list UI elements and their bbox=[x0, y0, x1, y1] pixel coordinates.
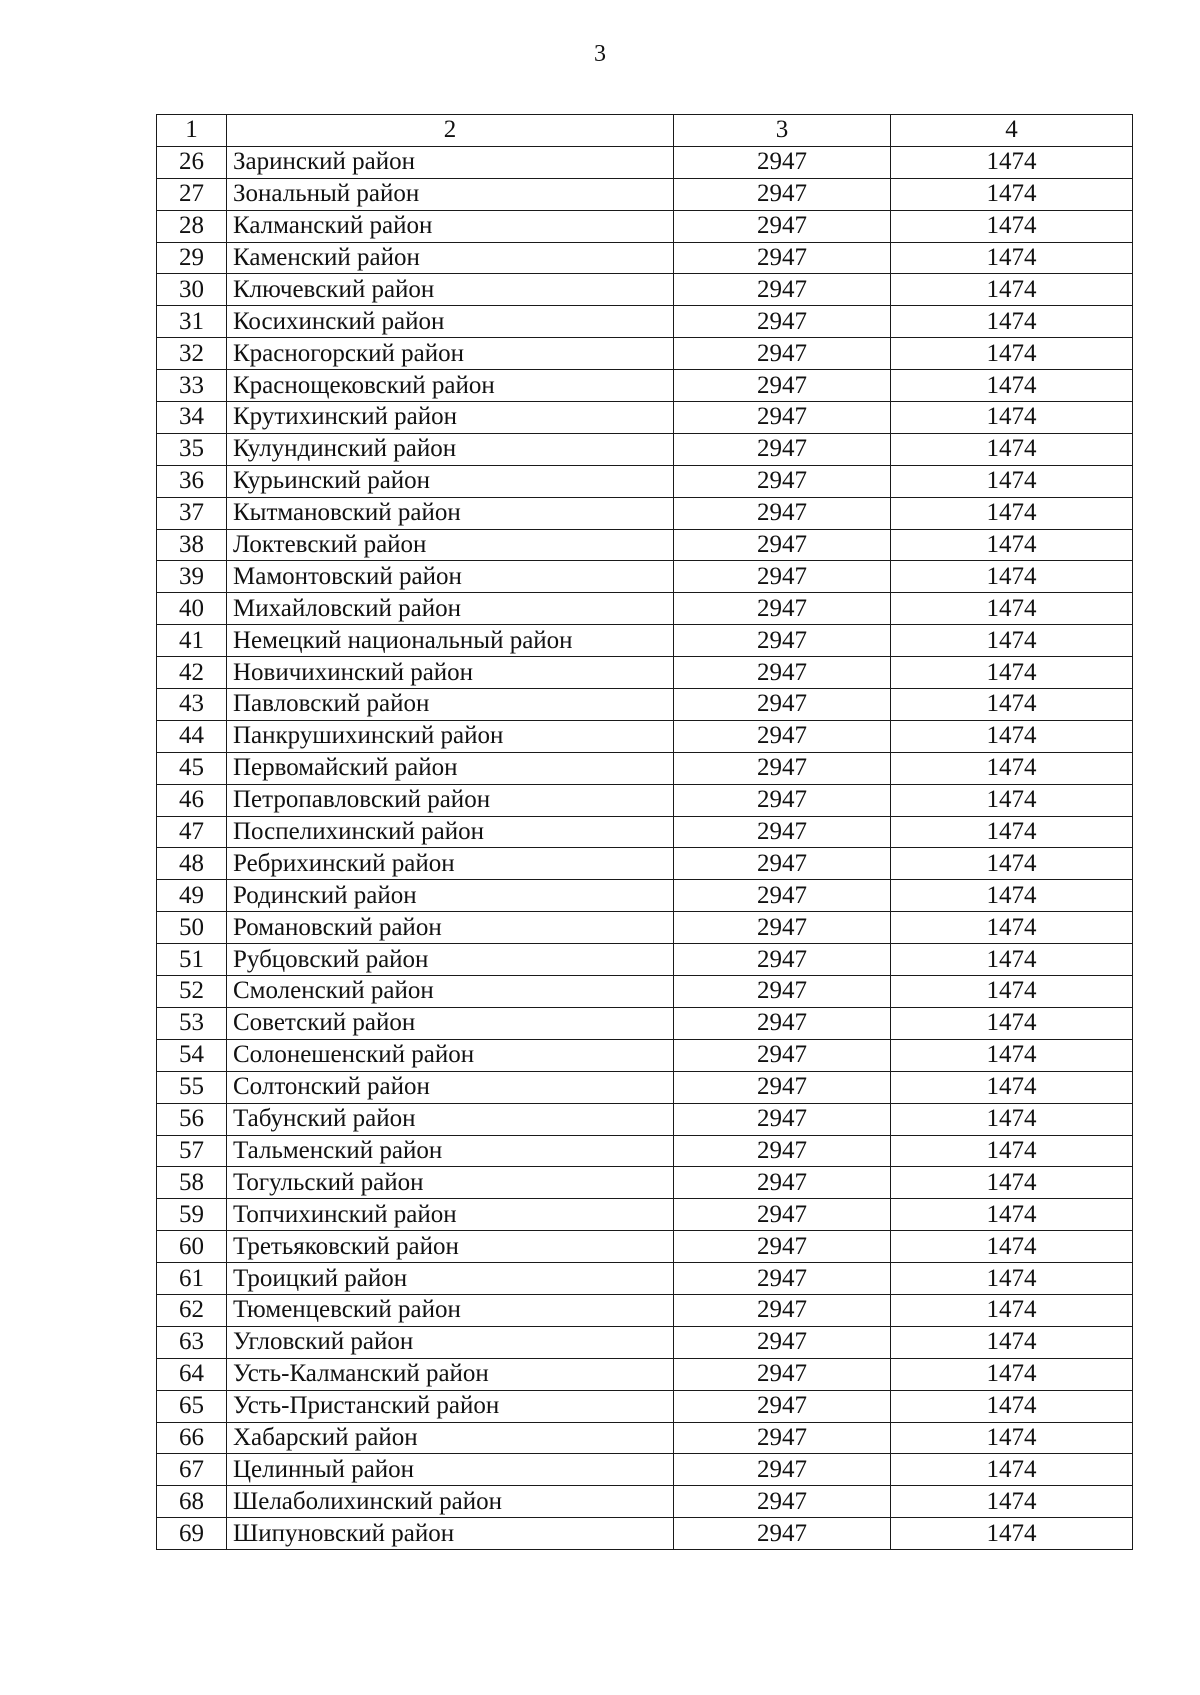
value-col-4-cell: 1474 bbox=[891, 752, 1133, 784]
table-row bbox=[157, 912, 1133, 944]
row-number-cell: 56 bbox=[157, 1103, 227, 1135]
row-number-cell: 62 bbox=[157, 1294, 227, 1326]
value-col-4-cell: 1474 bbox=[891, 146, 1133, 178]
value-col-3-cell: 2947 bbox=[674, 1167, 891, 1199]
row-number-cell: 29 bbox=[157, 242, 227, 274]
value-col-3-cell: 2947 bbox=[674, 593, 891, 625]
value-col-4-cell: 1474 bbox=[891, 497, 1133, 529]
value-col-3-cell: 2947 bbox=[674, 497, 891, 529]
value-col-3-cell: 2947 bbox=[674, 1135, 891, 1167]
district-name-cell: Зональный район bbox=[227, 178, 674, 210]
value-col-3-cell: 2947 bbox=[674, 720, 891, 752]
district-name-cell: Павловский район bbox=[227, 689, 674, 721]
value-col-3-cell: 2947 bbox=[674, 465, 891, 497]
value-col-3-cell: 2947 bbox=[674, 944, 891, 976]
value-col-3-cell: 2947 bbox=[674, 210, 891, 242]
value-col-3-cell: 2947 bbox=[674, 1518, 891, 1550]
district-name-cell: Каменский район bbox=[227, 242, 674, 274]
value-col-4-cell: 1474 bbox=[891, 306, 1133, 338]
row-number-cell: 54 bbox=[157, 1039, 227, 1071]
table-row bbox=[157, 1007, 1133, 1039]
district-name-cell: Заринский район bbox=[227, 146, 674, 178]
district-name-cell: Курьинский район bbox=[227, 465, 674, 497]
district-name-cell: Тогульский район bbox=[227, 1167, 674, 1199]
value-col-4-cell: 1474 bbox=[891, 370, 1133, 402]
value-col-3-cell: 2947 bbox=[674, 976, 891, 1008]
row-number-cell: 68 bbox=[157, 1486, 227, 1518]
value-col-4-cell: 1474 bbox=[891, 1231, 1133, 1263]
table-row bbox=[157, 210, 1133, 242]
district-name-cell: Третьяковский район bbox=[227, 1231, 674, 1263]
value-col-4-cell: 1474 bbox=[891, 593, 1133, 625]
row-number-cell: 49 bbox=[157, 880, 227, 912]
row-number-cell: 47 bbox=[157, 816, 227, 848]
value-col-3-cell: 2947 bbox=[674, 880, 891, 912]
district-table bbox=[156, 114, 1133, 1550]
value-col-4-cell: 1474 bbox=[891, 529, 1133, 561]
table-row bbox=[157, 338, 1133, 370]
value-col-3-cell: 2947 bbox=[674, 433, 891, 465]
value-col-3-cell: 2947 bbox=[674, 306, 891, 338]
row-number-cell: 41 bbox=[157, 625, 227, 657]
row-number-cell: 43 bbox=[157, 689, 227, 721]
value-col-3-cell: 2947 bbox=[674, 816, 891, 848]
row-number-cell: 32 bbox=[157, 338, 227, 370]
district-name-cell: Усть-Пристанский район bbox=[227, 1390, 674, 1422]
value-col-4-cell: 1474 bbox=[891, 1103, 1133, 1135]
district-name-cell: Первомайский район bbox=[227, 752, 674, 784]
table-row bbox=[157, 657, 1133, 689]
row-number-cell: 63 bbox=[157, 1326, 227, 1358]
value-col-4-cell: 1474 bbox=[891, 1263, 1133, 1295]
district-name-cell: Краснощековский район bbox=[227, 370, 674, 402]
district-name-cell: Усть-Калманский район bbox=[227, 1358, 674, 1390]
value-col-4-cell: 1474 bbox=[891, 816, 1133, 848]
table-row bbox=[157, 1486, 1133, 1518]
table-row bbox=[157, 370, 1133, 402]
district-name-cell: Поспелихинский район bbox=[227, 816, 674, 848]
value-col-4-cell: 1474 bbox=[891, 1039, 1133, 1071]
table-row bbox=[157, 752, 1133, 784]
value-col-4-cell: 1474 bbox=[891, 1422, 1133, 1454]
value-col-3-cell: 2947 bbox=[674, 146, 891, 178]
table-row bbox=[157, 816, 1133, 848]
value-col-4-cell: 1474 bbox=[891, 338, 1133, 370]
value-col-3-cell: 2947 bbox=[674, 370, 891, 402]
row-number-cell: 37 bbox=[157, 497, 227, 529]
table-row bbox=[157, 178, 1133, 210]
value-col-3-cell: 2947 bbox=[674, 1422, 891, 1454]
district-name-cell: Рубцовский район bbox=[227, 944, 674, 976]
value-col-3-cell: 2947 bbox=[674, 1103, 891, 1135]
value-col-3-cell: 2947 bbox=[674, 1263, 891, 1295]
table-row bbox=[157, 976, 1133, 1008]
row-number-cell: 51 bbox=[157, 944, 227, 976]
value-col-4-cell: 1474 bbox=[891, 880, 1133, 912]
value-col-3-cell: 2947 bbox=[674, 402, 891, 434]
row-number-cell: 67 bbox=[157, 1454, 227, 1486]
district-name-cell: Ключевский район bbox=[227, 274, 674, 306]
table-row bbox=[157, 1103, 1133, 1135]
value-col-4-cell: 1474 bbox=[891, 720, 1133, 752]
row-number-cell: 36 bbox=[157, 465, 227, 497]
header-col-4: 4 bbox=[891, 115, 1133, 147]
value-col-3-cell: 2947 bbox=[674, 1071, 891, 1103]
value-col-3-cell: 2947 bbox=[674, 338, 891, 370]
value-col-3-cell: 2947 bbox=[674, 912, 891, 944]
value-col-4-cell: 1474 bbox=[891, 1135, 1133, 1167]
district-name-cell: Шелаболихинский район bbox=[227, 1486, 674, 1518]
district-name-cell: Петропавловский район bbox=[227, 784, 674, 816]
row-number-cell: 57 bbox=[157, 1135, 227, 1167]
row-number-cell: 64 bbox=[157, 1358, 227, 1390]
table-row bbox=[157, 1039, 1133, 1071]
row-number-cell: 52 bbox=[157, 976, 227, 1008]
value-col-4-cell: 1474 bbox=[891, 1358, 1133, 1390]
row-number-cell: 39 bbox=[157, 561, 227, 593]
row-number-cell: 69 bbox=[157, 1518, 227, 1550]
district-name-cell: Панкрушихинский район bbox=[227, 720, 674, 752]
row-number-cell: 53 bbox=[157, 1007, 227, 1039]
table-row bbox=[157, 529, 1133, 561]
table-row bbox=[157, 1135, 1133, 1167]
district-name-cell: Родинский район bbox=[227, 880, 674, 912]
value-col-4-cell: 1474 bbox=[891, 274, 1133, 306]
row-number-cell: 35 bbox=[157, 433, 227, 465]
row-number-cell: 50 bbox=[157, 912, 227, 944]
value-col-4-cell: 1474 bbox=[891, 784, 1133, 816]
district-name-cell: Косихинский район bbox=[227, 306, 674, 338]
row-number-cell: 31 bbox=[157, 306, 227, 338]
row-number-cell: 45 bbox=[157, 752, 227, 784]
value-col-4-cell: 1474 bbox=[891, 1071, 1133, 1103]
value-col-3-cell: 2947 bbox=[674, 784, 891, 816]
table-row bbox=[157, 1358, 1133, 1390]
district-name-cell: Хабарский район bbox=[227, 1422, 674, 1454]
value-col-3-cell: 2947 bbox=[674, 1294, 891, 1326]
table-row bbox=[157, 880, 1133, 912]
row-number-cell: 48 bbox=[157, 848, 227, 880]
value-col-4-cell: 1474 bbox=[891, 1326, 1133, 1358]
value-col-4-cell: 1474 bbox=[891, 465, 1133, 497]
table-row bbox=[157, 1231, 1133, 1263]
value-col-3-cell: 2947 bbox=[674, 1199, 891, 1231]
value-col-3-cell: 2947 bbox=[674, 752, 891, 784]
district-name-cell: Тюменцевский район bbox=[227, 1294, 674, 1326]
value-col-3-cell: 2947 bbox=[674, 529, 891, 561]
district-name-cell: Ребрихинский район bbox=[227, 848, 674, 880]
district-name-cell: Шипуновский район bbox=[227, 1518, 674, 1550]
table-row bbox=[157, 944, 1133, 976]
district-name-cell: Немецкий национальный район bbox=[227, 625, 674, 657]
row-number-cell: 65 bbox=[157, 1390, 227, 1422]
value-col-4-cell: 1474 bbox=[891, 976, 1133, 1008]
value-col-3-cell: 2947 bbox=[674, 178, 891, 210]
row-number-cell: 66 bbox=[157, 1422, 227, 1454]
table-row bbox=[157, 1390, 1133, 1422]
district-name-cell: Целинный район bbox=[227, 1454, 674, 1486]
value-col-3-cell: 2947 bbox=[674, 1390, 891, 1422]
value-col-4-cell: 1474 bbox=[891, 912, 1133, 944]
table-row bbox=[157, 497, 1133, 529]
value-col-3-cell: 2947 bbox=[674, 242, 891, 274]
table-row bbox=[157, 1422, 1133, 1454]
row-number-cell: 28 bbox=[157, 210, 227, 242]
row-number-cell: 58 bbox=[157, 1167, 227, 1199]
district-name-cell: Мамонтовский район bbox=[227, 561, 674, 593]
value-col-3-cell: 2947 bbox=[674, 625, 891, 657]
value-col-3-cell: 2947 bbox=[674, 1007, 891, 1039]
table-body bbox=[157, 146, 1133, 1549]
table-header-row bbox=[157, 115, 1133, 147]
row-number-cell: 30 bbox=[157, 274, 227, 306]
row-number-cell: 42 bbox=[157, 657, 227, 689]
district-name-cell: Тальменский район bbox=[227, 1135, 674, 1167]
district-name-cell: Новичихинский район bbox=[227, 657, 674, 689]
value-col-4-cell: 1474 bbox=[891, 178, 1133, 210]
value-col-3-cell: 2947 bbox=[674, 1231, 891, 1263]
row-number-cell: 55 bbox=[157, 1071, 227, 1103]
table-row bbox=[157, 433, 1133, 465]
value-col-4-cell: 1474 bbox=[891, 689, 1133, 721]
district-name-cell: Кулундинский район bbox=[227, 433, 674, 465]
value-col-4-cell: 1474 bbox=[891, 561, 1133, 593]
district-name-cell: Михайловский район bbox=[227, 593, 674, 625]
table-row bbox=[157, 848, 1133, 880]
district-name-cell: Топчихинский район bbox=[227, 1199, 674, 1231]
district-name-cell: Солтонский район bbox=[227, 1071, 674, 1103]
district-name-cell: Советский район bbox=[227, 1007, 674, 1039]
value-col-4-cell: 1474 bbox=[891, 242, 1133, 274]
header-col-1: 1 bbox=[157, 115, 227, 147]
table-row bbox=[157, 465, 1133, 497]
value-col-4-cell: 1474 bbox=[891, 1518, 1133, 1550]
table-row bbox=[157, 402, 1133, 434]
row-number-cell: 27 bbox=[157, 178, 227, 210]
value-col-4-cell: 1474 bbox=[891, 1199, 1133, 1231]
value-col-3-cell: 2947 bbox=[674, 1358, 891, 1390]
district-name-cell: Кытмановский район bbox=[227, 497, 674, 529]
value-col-4-cell: 1474 bbox=[891, 944, 1133, 976]
table-row bbox=[157, 1263, 1133, 1295]
district-name-cell: Троицкий район bbox=[227, 1263, 674, 1295]
table-row bbox=[157, 689, 1133, 721]
value-col-4-cell: 1474 bbox=[891, 848, 1133, 880]
value-col-3-cell: 2947 bbox=[674, 657, 891, 689]
district-name-cell: Красногорский район bbox=[227, 338, 674, 370]
table-row bbox=[157, 306, 1133, 338]
value-col-3-cell: 2947 bbox=[674, 848, 891, 880]
table-row bbox=[157, 1071, 1133, 1103]
value-col-3-cell: 2947 bbox=[674, 1326, 891, 1358]
value-col-4-cell: 1474 bbox=[891, 1454, 1133, 1486]
table-row bbox=[157, 1199, 1133, 1231]
value-col-3-cell: 2947 bbox=[674, 1454, 891, 1486]
header-col-2: 2 bbox=[227, 115, 674, 147]
district-name-cell: Смоленский район bbox=[227, 976, 674, 1008]
value-col-4-cell: 1474 bbox=[891, 433, 1133, 465]
row-number-cell: 26 bbox=[157, 146, 227, 178]
district-name-cell: Локтевский район bbox=[227, 529, 674, 561]
table-row bbox=[157, 720, 1133, 752]
table-row bbox=[157, 1518, 1133, 1550]
value-col-4-cell: 1474 bbox=[891, 1390, 1133, 1422]
table-row bbox=[157, 1294, 1133, 1326]
district-name-cell: Угловский район bbox=[227, 1326, 674, 1358]
value-col-4-cell: 1474 bbox=[891, 402, 1133, 434]
value-col-4-cell: 1474 bbox=[891, 625, 1133, 657]
row-number-cell: 46 bbox=[157, 784, 227, 816]
row-number-cell: 44 bbox=[157, 720, 227, 752]
district-name-cell: Романовский район bbox=[227, 912, 674, 944]
district-name-cell: Табунский район bbox=[227, 1103, 674, 1135]
district-name-cell: Калманский район bbox=[227, 210, 674, 242]
value-col-4-cell: 1474 bbox=[891, 657, 1133, 689]
value-col-3-cell: 2947 bbox=[674, 274, 891, 306]
table-row bbox=[157, 1326, 1133, 1358]
row-number-cell: 60 bbox=[157, 1231, 227, 1263]
district-name-cell: Крутихинский район bbox=[227, 402, 674, 434]
table-row bbox=[157, 784, 1133, 816]
value-col-4-cell: 1474 bbox=[891, 1294, 1133, 1326]
value-col-3-cell: 2947 bbox=[674, 1486, 891, 1518]
value-col-3-cell: 2947 bbox=[674, 561, 891, 593]
table-row bbox=[157, 625, 1133, 657]
row-number-cell: 34 bbox=[157, 402, 227, 434]
table-row bbox=[157, 1454, 1133, 1486]
value-col-4-cell: 1474 bbox=[891, 1007, 1133, 1039]
value-col-3-cell: 2947 bbox=[674, 689, 891, 721]
table-row bbox=[157, 593, 1133, 625]
table-row bbox=[157, 274, 1133, 306]
page-number: 3 bbox=[594, 41, 606, 67]
row-number-cell: 33 bbox=[157, 370, 227, 402]
value-col-3-cell: 2947 bbox=[674, 1039, 891, 1071]
value-col-4-cell: 1474 bbox=[891, 210, 1133, 242]
row-number-cell: 40 bbox=[157, 593, 227, 625]
row-number-cell: 38 bbox=[157, 529, 227, 561]
table-row bbox=[157, 242, 1133, 274]
row-number-cell: 59 bbox=[157, 1199, 227, 1231]
row-number-cell: 61 bbox=[157, 1263, 227, 1295]
header-col-3: 3 bbox=[674, 115, 891, 147]
value-col-4-cell: 1474 bbox=[891, 1486, 1133, 1518]
table-row bbox=[157, 146, 1133, 178]
table-row bbox=[157, 1167, 1133, 1199]
table-row bbox=[157, 561, 1133, 593]
value-col-4-cell: 1474 bbox=[891, 1167, 1133, 1199]
district-name-cell: Солонешенский район bbox=[227, 1039, 674, 1071]
